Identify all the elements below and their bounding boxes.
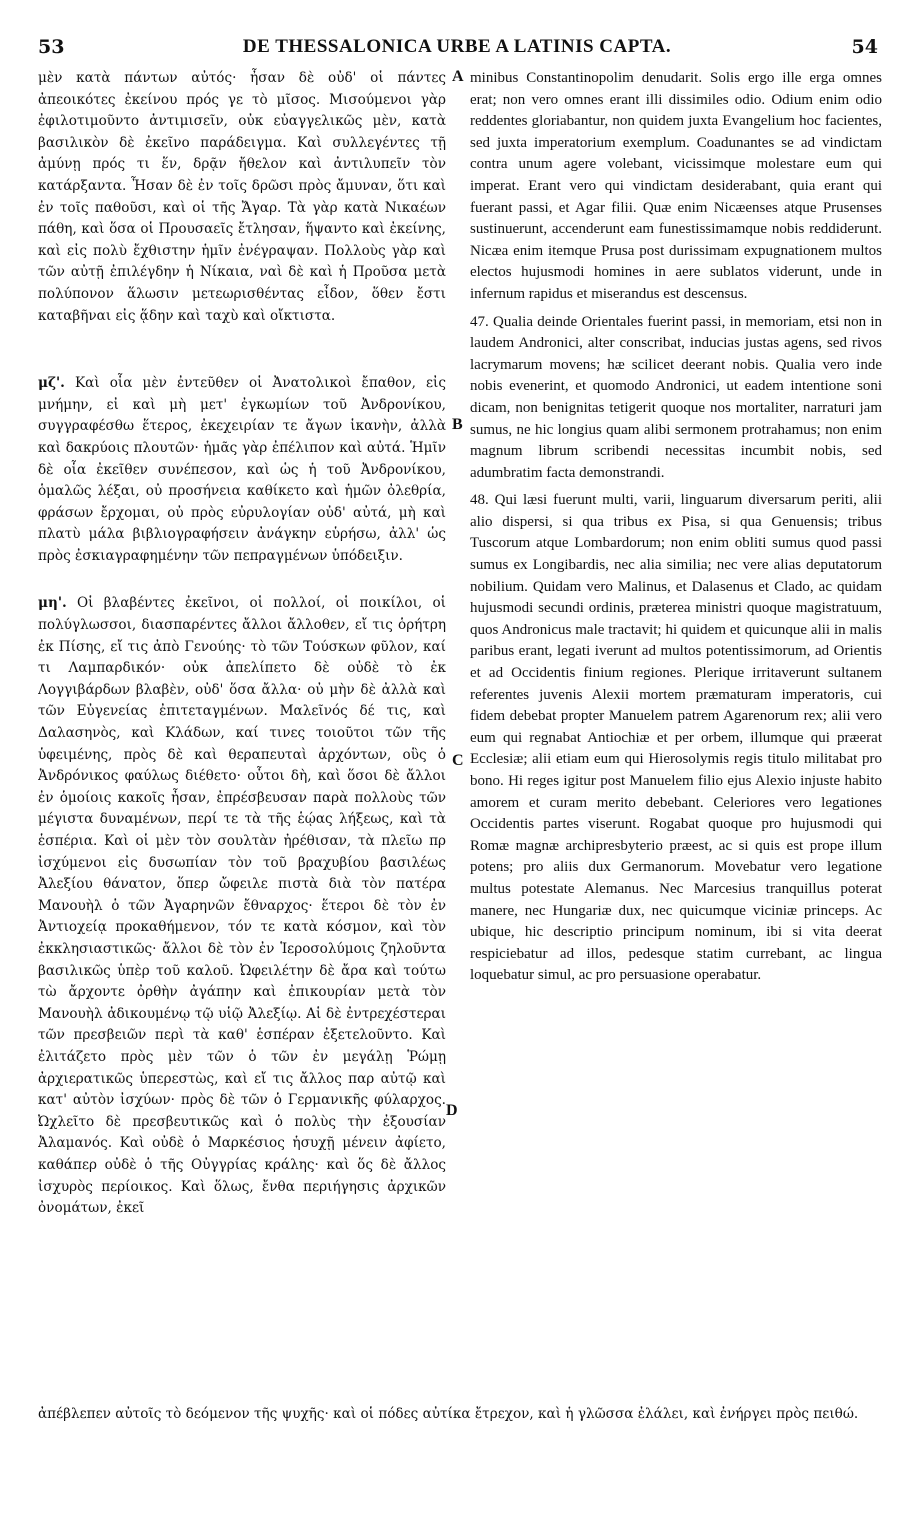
section-number: 47. [470,313,489,330]
page-number-right: 54 [851,36,878,58]
running-title: DE THESSALONICA URBE A LATINIS CAPTA. [242,36,672,57]
latin-paragraph-47 [470,312,882,485]
greek-column [38,68,446,1418]
margin-marker-a: A [452,68,464,85]
margin-marker-d: D [446,1102,458,1119]
greek-paragraph-1: μὲν κατὰ πάντων αὐτός· ἦσαν δὲ οὐδ' οἱ πάντες ἀπεοικότες ἐκείνου πρός γε τὸ μῖσος. Μισούμενοι γὰρ ἐφιλοτιμοῦντο ἀντιμισεῖν, οὐκ εὐαγγελικῶς μὲν, κατὰ βασιλικὸν δὲ ἐκεῖνο παράδειγμα. Καὶ συλλεγέντες τῇ ἀμύνῃ πρός τι ἕν, δρᾷν ἤθελον καὶ ἀντιλυπεῖν τὸν κατάρξαντα. Ἦσαν δὲ ἐν τοῖς δρῶσι πρὸς ἄμυναν, ὅτι καὶ ἐν τοῖς παθοῦσι, καὶ οἱ τῆς Ἄγαρ. Τὰ γὰρ κατὰ Νικαέων πάθη, καὶ ὅσα οἱ Προυσαεῖς ἔτλησαν, ἥψαντο καὶ ἐκείνης, καὶ εἰς πολὺ ἔχθιστην ἡμῖν ἐνέγραψαν. Πολλοὺς γὰρ καὶ τῶν αὐτῇ ἐπιλέγδην ἡ Νίκαια, ναὶ δὲ καὶ ἡ Προῦσα μετὰ πολύπονον ἅλωσιν μετεωρισθέντας εἶδον, ὅθεν ἔστι καταβῆναι εἰς ᾅδην καὶ ταχὺ καὶ οἴκτιστα. [38,70,446,324]
latin-paragraph-48 [470,490,882,987]
section-number: μζ'. [38,375,65,392]
greek-paragraph-48-text: Οἱ βλαβέντες ἐκεῖνοι, οἱ πολλοί, οἱ ποικίλοι, οἱ πολύγλωσσοι, διασπαρέντες ἄλλοι ἄλλοθεν, εἴ τις ὁρήτρη ἐκ Πίσης, εἴ τις ἀπὸ Γενούης· τὸ τῶν Τούσκων φῦλον, καί τι Λαμπαρδικόν· οὐκ ἀπελίπετο δὲ οὐδὲ τὸ ἐκ Λογγιβάρδων βλαβὲν, οὐδ' ὅσα ἄλλα· οὐ μὴν δὲ ἀλλὰ καὶ τῶν Εὐγενείας ἐπιτεταγμένων. Μαλεῖνός δέ τις, καὶ Δαλασηνὸς, καὶ Κλάδων, καί τινες τοιοῦτοι τῶν τῆς ὑφειμένης, πρὸς δὲ καὶ θεραπευταὶ ἀρχόντων, οὓς ὁ Ἀνδρόνικος φαύλως διέθετο· οὗτοι δὴ, καὶ ὅσοι δὲ ἄλλοι ἐν ὁμοίοις κακοῖς ἦσαν, ἐπρέσβευσαν παρὰ πολλοὺς τῶν μέγιστα δυναμένων, περί τε τὰ τῆς ἑῴας λήξεως, καὶ τὰ ἑσπέρια. Καὶ οἱ μὲν τὸν σουλτὰν ἠρέθισαν, τὰ πλεῖω πρ ἰσχύμενοι εἰς δυσωπίαν τὸν τοῦ βραχυβίου βασιλέως Ἀλεξίου θάνατον, ὅπερ ὤφειλε πιστὰ διὰ τὸν πατέρα Μανουὴλ ὁ τῶν Ἀγαρηνῶν ἔθναρχος· ἕτεροι δὲ τὸν ἐν Ἀντιοχείᾳ προκαθήμενον, τόν τε κατὰ κόσμον, καὶ τὸν ἐκκλησιαστικῶς· ἄλλοι δὲ τὸν ἐν Ἱεροσολύμοις ζηλοῦντα βασιλικῶς ὑπὲρ τοῦ καλοῦ. Ὠφειλέτην δὲ ἄρα καὶ τούτω τὼ ἄρχοντε ὀρθὴν ἀγάπην καὶ ἐπικουρίαν μετὰ τὸν Μανουὴλ ἀδικουμένῳ τῷ υἱῷ Ἀλεξίῳ. Αἱ δὲ ἐντρεχέστεραι τῶν πρεσβειῶν περὶ τὰ καθ' ἑσπέραν ἐξετελοῦντο. Καὶ ἐλιτάζετο πρὸς μὲν τῶν ὁ τῶν ἐν μεγάλῃ Ῥώμῃ ἀρχιερατικῶς ὑπερεστὼς, καὶ εἴ τις ἄλλος παρ αὐτῷ καὶ κατ' αὐτὸν ἰσχύων· πρὸς δὲ τῶν ὁ Γερμανικῆς φύλαρχος. Ὠχλεῖτο δὲ πρεσβευτικῶς καὶ ὁ πολὺς τὴν ἐξουσίαν Ἀλαμανός. Καὶ οὐδὲ ὁ Μαρκέσιος ἡσυχῇ μένειν ἀφίετο, καθάπερ οὐδὲ ὁ τῆς Οὐγγρίας κράλης· καὶ ὅς δὲ ἄλλος ἰσχυρὸς περίοικος. Καὶ ὅλως, ἔνθα περιήγησις ἀρχικῶν ὀνομάτων, ἐκεῖ [38,595,446,1217]
page-number-left: 53 [38,36,65,58]
greek-paragraph-48 [38,593,446,1219]
greek-paragraph-47 [38,373,446,567]
section-number: 48. [470,492,489,509]
latin-column [470,68,882,1398]
margin-marker-b: B [452,416,463,433]
page-header [0,36,914,64]
latin-paragraph-47-text: Qualia deinde Orientales fuerint passi, in memoriam, etsi non in laudem Andronici, alter conscribat, inducias justas agens, sed rivos lacrymarum movens; hæ scilicet deerant nobis. Qualia vero inde nobis evenerint, et quomodo Andronici, ut eadem intentione soni dicam, non benignitas tetigerit quoque nos mortaliter, narraturi jam sumus, ne hic longius quam alibi sermonem protrahamus; non enim magnum librum scribendi necessitas incumbit nobis, sed adumbratim facta demonstrandi. [470,313,882,481]
section-number: μη'. [38,595,67,612]
latin-paragraph-1: minibus Constantinopolim denudarit. Solis ergo ille erga omnes erat; non vero omnes erant illi dissimiles odio. Odium enim odio reddentes gloriabantur, non quidem juxta Evangelium hoc facientes, sed juxta imperatorium exemplum. Coadunantes se ad vindictam contra unum agere volebant, vicissimque molestare eum qui imperat. Erant vero qui vindictam desiderabant, quia erant qui fuerant passi, et Agar filii. Quæ enim Nicæenses atque Prusenses sustinuerunt, accenderunt eam funestissimamque nobis reddiderunt. Nicæa enim itemque Prusa post durissimam expugnationem multos electos hujusmodi homines in aere sublatos viderunt, unde in infernum rapidus et miserandus est descensus. [470,70,882,302]
latin-paragraph-48-text: Qui læsi fuerunt multi, varii, linguarum diversarum periti, alii alio dispersi, si qua tribus ex Pisa, si qua Genuensis; tribus Tuscorum atque Lombardorum; non enim obliti sumus quod passi sumus ex Longibardis, nec alia similia; nec vere alias deputatorum nobilium. Quidam vero Malinus, et Dalasenus et Clado, ac quidam hujusmodi secundi ordinis, præterea ministri quoque magistratuum, quos Andronicus male tractavit; hi quidem et quicunque alii in malis paribus erant, legati iverunt ad multos potentissimorum, ad Orientis et ad Occidentis finium regiones. Plerique irritaverunt sultanem referentes juvenis Alexii mortem præmaturam imperatoris, cui fidem debebat propter Manuelem patrem Agarenorum rex; alii vero eum qui regnabat Antiochiæ et per orbem, illumque qui præerat Ecclesiæ; alii etiam eum qui Hierosolymis regis titulo militabat pro bono. Hi reges igitur post Manuelem filio ejus Alexio injuste habito amorem et curam merito debebant. Celeriores vero legationes Occidentis partes viserunt. Rogabat quoque pro hujusmodi qui Romæ magnæ archipresbyterio præest, ac si quis est prope illum potens; pro aliis dux Germanorum. Movebatur vero legatione multus potestate Alemanus. Nec Marcesius tranquillus poterat manere, nec Hungariæ dux, nec quicumque viciniæ princeps. Ac ubique, hic descriptio principum nominum, ibi si vita deerat respiciebatur ad illos, pedesque statim currebant, ac lingua loquebatur simul, ac pro persuasione operabatur. [470,492,882,984]
greek-tail-line: ἀπέβλεπεν αὐτοῖς τὸ δεόμενον τῆς ψυχῆς· καὶ οἱ πόδες αὐτίκα ἔτρεχον, καὶ ἡ γλῶσσα ἐλάλει, καὶ ἐνήργει πρὸς πειθώ. [38,1406,859,1422]
margin-marker-c: C [452,752,464,769]
greek-paragraph-47-text: Καὶ οἷα μὲν ἐντεῦθεν οἱ Ἀνατολικοὶ ἔπαθον, εἰς μνήμην, εἰ καὶ μὴ μετ' ἐγκωμίων τοῦ Ἀνδρονίκου, συγγραφέσθω ἕτερος, ἐκεχειρίαν τε ἄγων ἱκανὴν, ἀλλὰ καὶ δακρύοις πλουτῶν· ἡμᾶς γὰρ ἐπέλιπον καὶ αὐτά. Ἡμῖν δὲ οἷα ἐκεῖθεν συνέπεσον, καὶ ὡς ἡ τοῦ Ἀνδρονίκου, ὁμαλῶς λέξαι, οὐ προσήνεια καθίκετο καὶ ἡμῶν ὀλεθρία, φράσων ἔρχομαι, οὐ πρὸς εὐρυλογίαν οὐδ' αὐτά, μὴ καὶ πλατὺ μάλα βιβλιογραφήσειν ἀνάγκην εὑρήσω, ἀλλ' ὡς πρὸς ἐσκιαγραφημένην τῶν πεπραγμένων ὑπόδειξιν. [38,375,446,564]
